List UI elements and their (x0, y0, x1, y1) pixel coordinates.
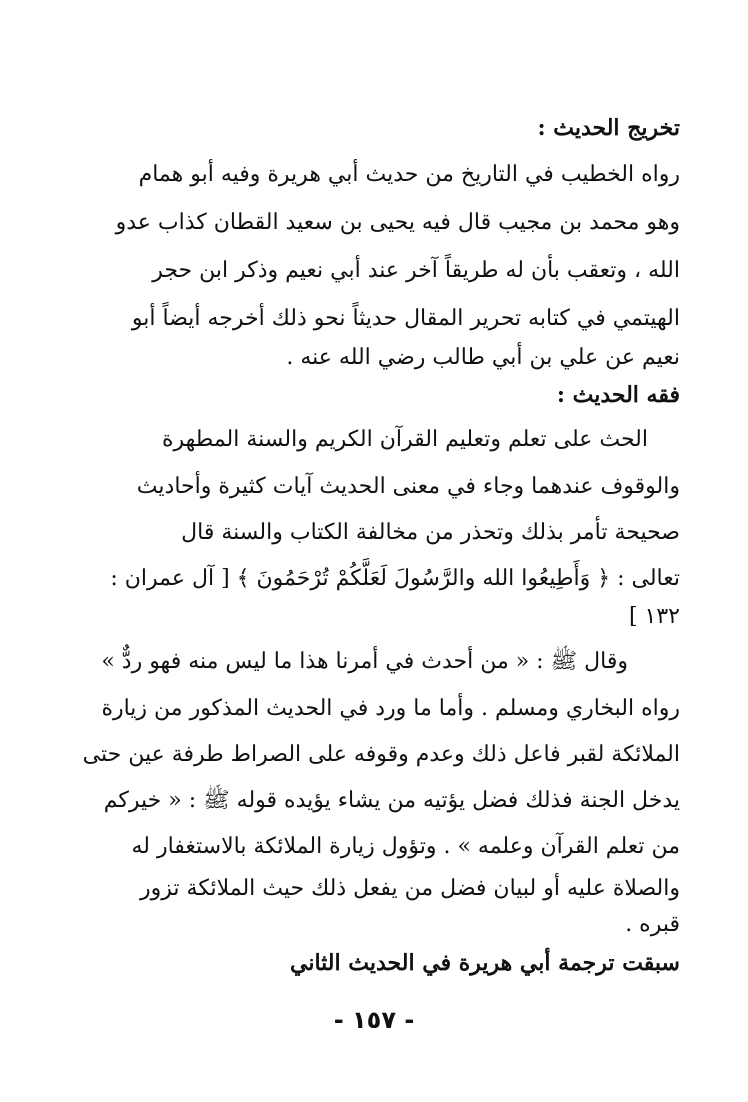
fiqh-line-6: وقال ﷺ : « من أحدث في أمرنا هذا ما ليس منه فهو ردٌّ » (101, 649, 628, 674)
fiqh-line-7: رواه البخاري ومسلم . وأما ما ورد في الحديث المذكور من زيارة (101, 696, 680, 721)
heading-takhrij: تخريج الحديث : (537, 115, 680, 141)
fiqh-line-8: الملائكة لقبر فاعل ذلك وعدم وقوفه على الصراط طرفة عين حتى (82, 742, 680, 767)
fiqh-line-10: من تعلم القرآن وعلمه » . وتؤول زيارة الملائكة بالاستغفار له (131, 834, 680, 859)
fiqh-line-11: والصلاة عليه أو لبيان فضل من يفعل ذلك حيث الملائكة تزور (140, 876, 680, 901)
fiqh-line-5: ١٣٢ ] (628, 604, 680, 629)
takhrij-line-2: وهو محمد بن مجيب قال فيه يحيى بن سعيد القطان كذاب عدو (115, 210, 680, 235)
fiqh-line-12: قبره . (625, 912, 680, 937)
fiqh-line-2: والوقوف عندهما وجاء في معنى الحديث آيات كثيرة وأحاديث (136, 474, 680, 499)
takhrij-line-4: الهيتمي في كتابه تحرير المقال حديثاً نحو ذلك أخرجه أيضاً أبو (131, 306, 680, 331)
page-number: - ١٥٧ - (333, 1006, 415, 1034)
takhrij-line-1: رواه الخطيب في التاريخ من حديث أبي هريرة وفيه أبو همام (138, 162, 680, 187)
heading-fiqh: فقه الحديث : (556, 382, 680, 408)
fiqh-line-1: الحث على تعلم وتعليم القرآن الكريم والسنة المطهرة (161, 427, 648, 452)
fiqh-line-3: صحيحة تأمر بذلك وتحذر من مخالفة الكتاب والسنة قال (181, 520, 680, 545)
closing-line: سبقت ترجمة أبي هريرة في الحديث الثاني (290, 950, 680, 976)
takhrij-line-3: الله ، وتعقب بأن له طريقاً آخر عند أبي نعيم وذكر ابن حجر (152, 258, 680, 283)
takhrij-line-5: نعيم عن علي بن أبي طالب رضي الله عنه . (286, 345, 680, 370)
fiqh-line-4: تعالى : ﴿ وَأَطِيعُوا الله والرَّسُولَ لَعَلَّكُمْ تُرْحَمُونَ ﴾ [ آل عمران : (110, 566, 680, 591)
fiqh-line-9: يدخل الجنة فذلك فضل يؤتيه من يشاء يؤيده قوله ﷺ : « خيركم (103, 788, 680, 813)
